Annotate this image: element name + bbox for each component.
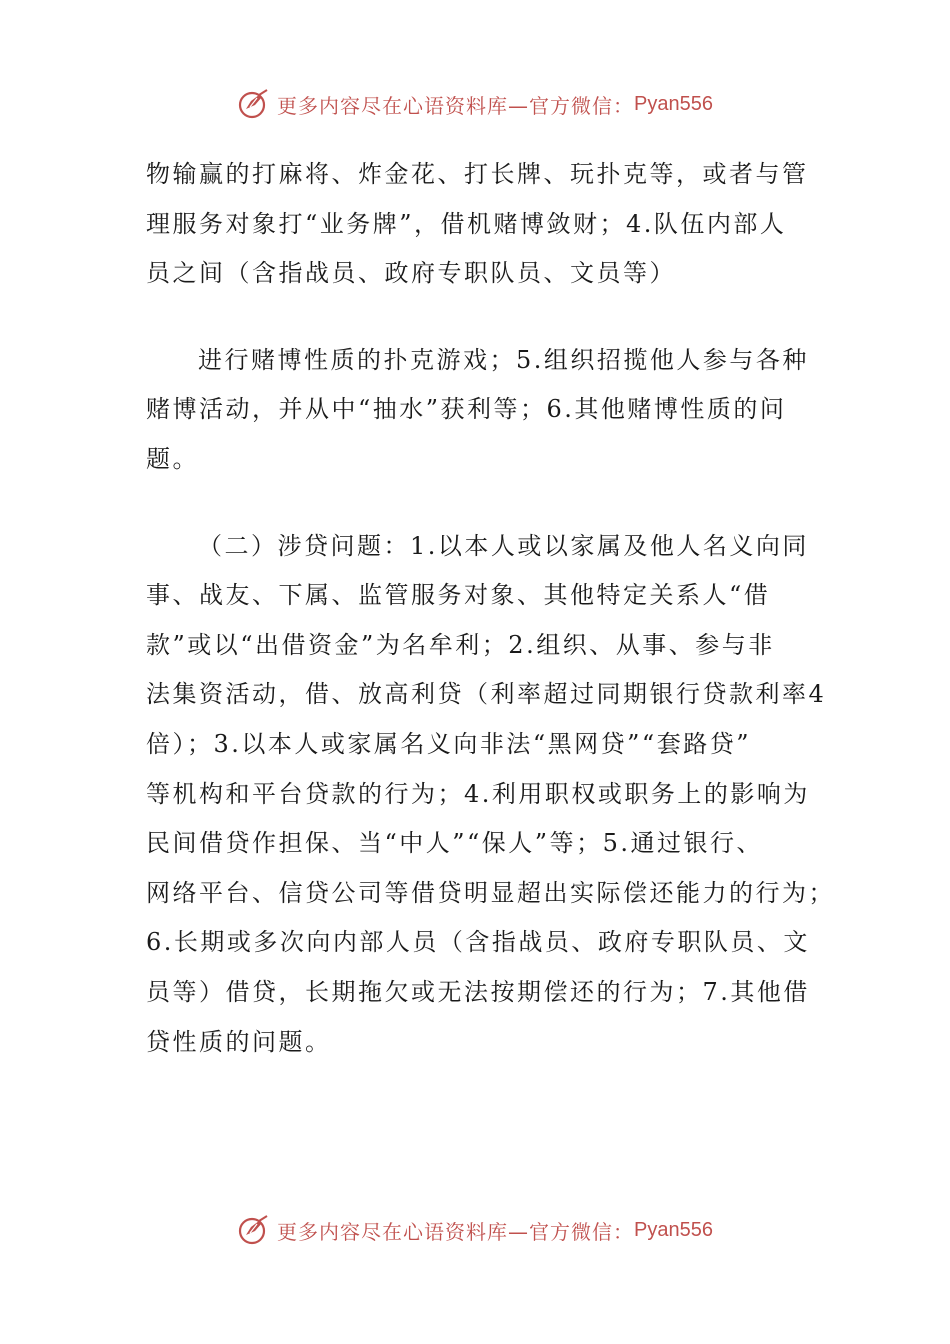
text-line: 赌博活动，并从中“抽水”获利等；6.其他赌博性质的问 (146, 395, 787, 424)
text-line: （二）涉贷问题：1.以本人或以家属及他人名义向同 (198, 531, 809, 560)
banner-wechat-label: 官方微信： (529, 1219, 635, 1244)
text-line: 员之间（含指战员、政府专职队员、文员等） (146, 259, 676, 288)
text-line: 理服务对象打“业务牌”，借机赌博敛财；4.队伍内部人 (146, 209, 787, 238)
text-line: 网络平台、信贷公司等借贷明显超出实际偿还能力的行为； (146, 878, 835, 907)
banner-text: 更多内容尽在心语资料库— (277, 93, 530, 118)
text-line: 物输赢的打麻将、炸金花、打长牌、玩扑克等，或者与管 (146, 160, 809, 188)
banner-wechat-id: Pyan556 (634, 1218, 713, 1241)
footer-banner (0, 1210, 950, 1250)
banner-text: 更多内容尽在心语资料库— (277, 1219, 530, 1244)
text-line: 法集资活动，借、放高利贷（利率超过同期银行贷款利率4 (146, 680, 827, 709)
banner-wechat-label: 官方微信： (529, 93, 635, 118)
pen-logo-icon (237, 1213, 271, 1247)
text-line: 题。 (146, 444, 199, 473)
banner-wechat-id: Pyan556 (634, 92, 713, 115)
paragraph-1 (146, 150, 809, 299)
paragraph-2 (146, 336, 809, 485)
text-line: 等机构和平台贷款的行为；4.利用职权或职务上的影响为 (146, 779, 810, 808)
text-line: 员等）借贷，长期拖欠或无法按期偿还的行为；7.其他借 (146, 977, 810, 1006)
text-line: 进行赌博性质的扑克游戏；5.组织招揽他人参与各种 (198, 345, 809, 374)
text-line: 事、战友、下属、监管服务对象、其他特定关系人“借 (146, 581, 771, 610)
pen-logo-icon (237, 87, 271, 121)
text-line: 款”或以“出借资金”为名牟利；2.组织、从事、参与非 (146, 630, 775, 659)
paragraph-3 (146, 522, 835, 1068)
text-line: 贷性质的问题。 (146, 1027, 332, 1056)
header-banner (0, 84, 950, 124)
text-line: 倍）；3.以本人或家属名义向非法“黑网贷”“套路贷” (146, 729, 751, 758)
text-line: 民间借贷作担保、当“中人”“保人”等；5.通过银行、 (146, 829, 763, 858)
text-line: 6.长期或多次向内部人员（含指战员、政府专职队员、文 (146, 928, 810, 957)
document-body (146, 150, 835, 1067)
